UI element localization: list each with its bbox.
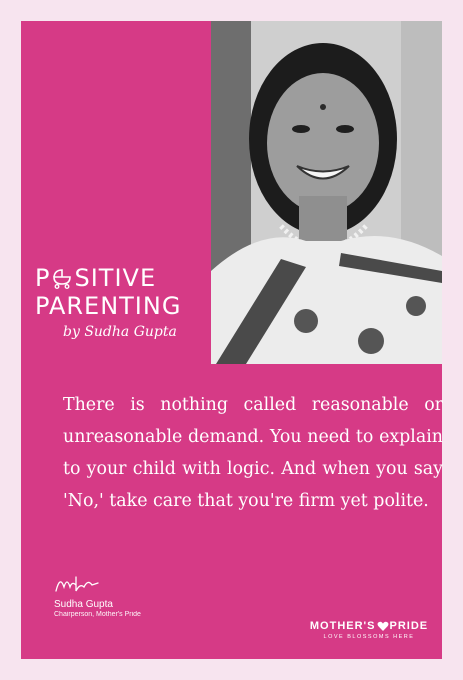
portrait-image [211,21,442,364]
logo-tagline: LOVE BLOSSOMS HERE [323,634,415,640]
title-line-2: PARENTING [35,292,182,320]
title-line-1 [35,264,215,292]
logo-wordmark [303,620,435,632]
logo-word-2: PRIDE [389,620,429,632]
handwritten-signature [54,573,102,595]
signature-block [54,573,141,618]
poster-card [21,21,442,659]
title-sitive: SITIVE [74,264,157,292]
signatory-name: Sudha Gupta [54,599,113,610]
signatory-title: Chairperson, Mother's Pride [54,611,141,618]
heart-icon [377,621,389,632]
mothers-pride-logo [303,620,435,640]
portrait-photo [211,21,442,364]
byline: by Sudha Gupta [63,324,177,340]
logo-word-1: MOTHER'S [309,620,376,632]
positive-parenting-title [35,264,215,340]
baby-pram-icon [51,267,73,289]
title-p: P [35,264,51,292]
quote-text: There is nothing called reasonable or unreasonable demand. You need to explain to your child with logic. And when you say 'No,' take care that you're firm yet polite. [63,395,443,511]
